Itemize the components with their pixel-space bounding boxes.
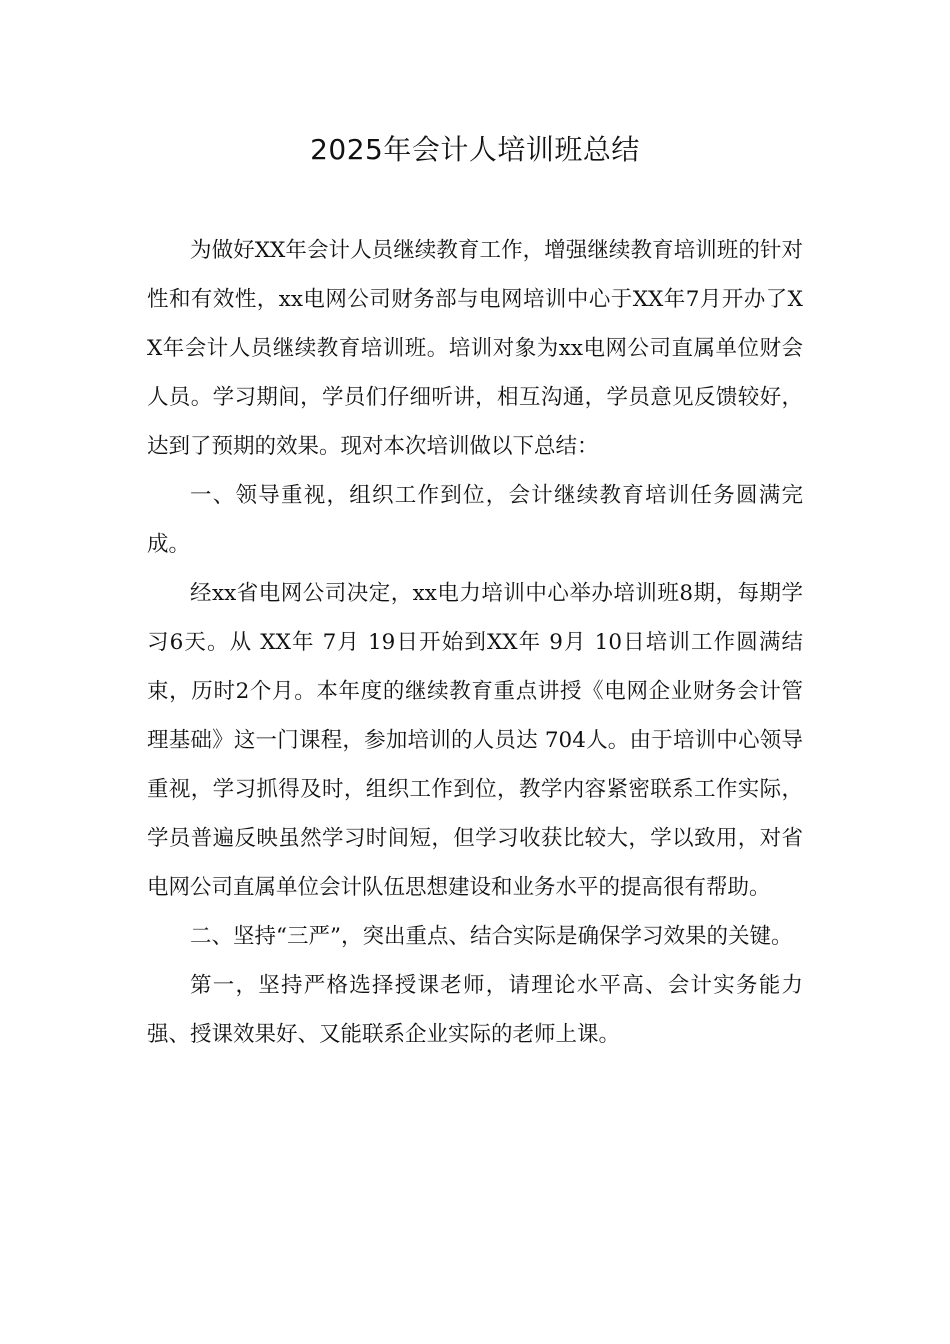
document-body (147, 226, 803, 1059)
paragraph-point-1: 第一，坚持严格选择授课老师，请理论水平高、会计实务能力强、授课效果好、又能联系企业实际的老师上课。 (147, 973, 803, 1047)
paragraph-heading-2: 二、坚持“三严”，突出重点、结合实际是确保学习效果的关键。 (190, 924, 793, 949)
paragraph-heading-1: 一、领导重视，组织工作到位，会计继续教育培训任务圆满完成。 (147, 483, 803, 557)
paragraph-intro: 为做好XX年会计人员继续教育工作，增强继续教育培训班的针对性和有效性，xx电网公司财务部与电网培训中心于XX年7月开办了XX年会计人员继续教育培训班。培训对象为xx电网公司直属单位财会人员。学习期间，学员们仔细听讲，相互沟通，学员意见反馈较好，达到了预期的效果。现对本次培训做以下总结： (147, 238, 803, 459)
document-title: 2025年会计人培训班总结 (310, 133, 640, 166)
paragraph-section-1: 经xx省电网公司决定，xx电力培训中心举办培训班8期，每期学习6天。从 XX年 7月 19日开始到XX年 9月 10日培训工作圆满结束，历时2个月。本年度的继续教育重点讲授《电网企业财务会计管理基础》这一门课程，参加培训的人员达 704人。由于培训中心领导重视，学习抓得及时，组织工作到位，教学内容紧密联系工作实际，学员普遍反映虽然学习时间短，但学习收获比较大，学以致用，对省电网公司直属单位会计队伍思想建设和业务水平的提高很有帮助。 (147, 581, 803, 900)
